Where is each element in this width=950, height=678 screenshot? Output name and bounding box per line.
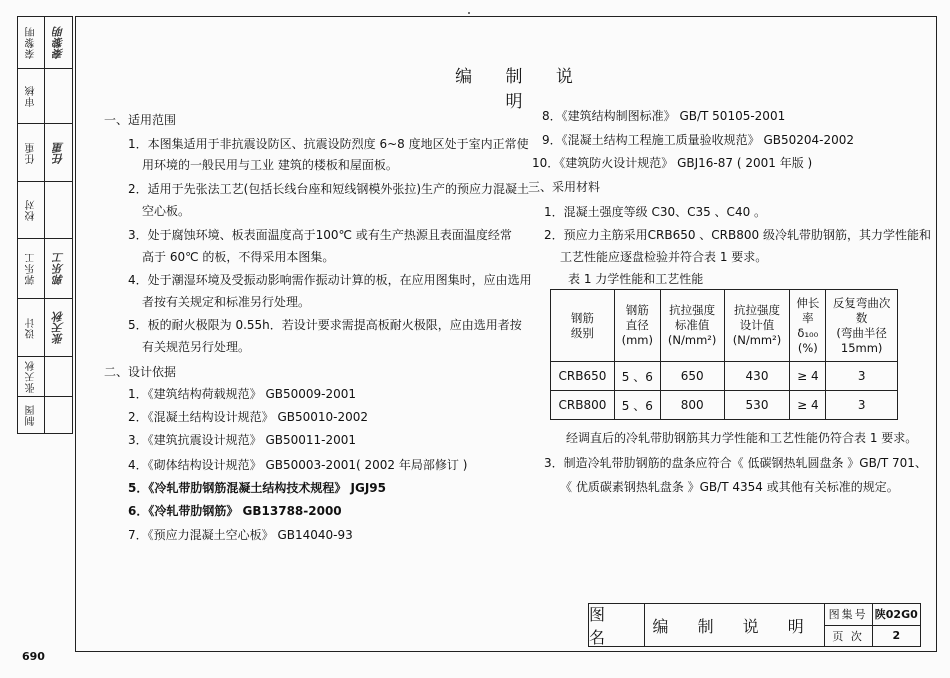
paragraph-line: 1．本图集适用于非抗震设防区、抗震设防烈度 6~8 度地区处于室内正常使: [128, 137, 529, 151]
table-cell: 5 、6: [614, 391, 660, 420]
table-cell: 650: [660, 362, 724, 391]
table-row: [551, 362, 898, 391]
table-cell: 430: [724, 362, 790, 391]
table-cell: 530: [724, 391, 790, 420]
strip-signature-3: 任重: [51, 141, 65, 164]
strip-cell-1: [18, 17, 72, 69]
paragraph-line: 2．预应力主筋采用CRB650 、CRB800 级冷轧带肋钢筋，其力学性能和: [544, 228, 931, 242]
table-caption: 表 1 力学性能和工艺性能: [568, 272, 704, 286]
header-cell-tensile-design: 抗拉强度 设计值 (N/mm²): [724, 290, 790, 362]
strip-cell-7: [18, 357, 72, 397]
page-title: 编 制 说 明: [455, 67, 587, 112]
paragraph-line: 空心板。: [142, 204, 191, 218]
strip-signature-6: 张天秋: [51, 311, 65, 344]
paragraph-line: 3．制造冷轧带肋钢筋的盘条应符合《 低碳钢热轧圆盘条 》GB/T 701、: [544, 456, 927, 470]
strip-role-8: 制图: [25, 404, 37, 426]
paragraph-line: 高于 60℃ 的板，不得采用本图集。: [142, 250, 335, 264]
section-heading-scope: 一、适用范围: [104, 113, 177, 127]
strip-role-3: 任重: [25, 141, 37, 164]
strip-cell-6: [18, 299, 72, 357]
title-block-name: 编 制 说 明: [645, 604, 825, 646]
paragraph-line: 经调直后的冷轧带肋钢筋其力学性能和工艺性能仍符合表 1 要求。: [566, 431, 918, 445]
table-cell: 3: [826, 391, 898, 420]
page-number-value: 2: [892, 629, 901, 643]
paragraph-line: 《 优质碳素钢热轧盘条 》GB/T 4354 或其他有关标准的规定。: [560, 480, 899, 494]
paragraph-line: 工艺性能应逐盘检验并符合表 1 要求。: [560, 250, 768, 264]
paragraph-line: 1．混凝土强度等级 C30、C35 、C40 。: [544, 205, 767, 219]
strip-signature-5: 郭乐工: [51, 252, 65, 285]
scan-dot: [468, 12, 470, 14]
header-cell-grade: 钢筋 级别: [551, 290, 615, 362]
table-cell: CRB800: [551, 391, 615, 420]
strip-cell-8: [18, 397, 72, 433]
strip-role-4: 校对: [25, 199, 37, 221]
strip-cell-4: [18, 182, 72, 239]
strip-cell-3: [18, 124, 72, 182]
reference-line: 9．《混凝土结构工程施工质量验收规范》 GB50204-2002: [542, 133, 855, 147]
reference-line: 10．《建筑防火设计规范》 GBJ16-87 ( 2001 年版 ): [532, 156, 813, 170]
paragraph-line: 用环境的一般民用与工业 建筑的楼板和屋面板。: [142, 158, 398, 172]
properties-table: [550, 289, 898, 420]
paragraph-line: 2．适用于先张法工艺(包括长线台座和短线钢模外张拉)生产的预应力混凝土: [128, 182, 530, 196]
strip-signature-1: 秦黎明: [51, 26, 65, 59]
paragraph-line: 3．处于腐蚀环境、板表面温度高于100℃ 或有生产热源且表面温度经常: [128, 228, 512, 242]
page-number: 690: [22, 650, 45, 663]
section-heading-materials: 三、采用材料: [528, 180, 601, 194]
reference-line: 4．《砌体结构设计规范》 GB50003-2001( 2002 年局部修订 ): [128, 458, 468, 472]
paragraph-line: 有关规范另行处理。: [142, 340, 251, 354]
reference-line: 7．《预应力混凝土空心板》 GB14040-93: [128, 528, 353, 542]
header-cell-tensile-standard: 抗拉强度 标准值 (N/mm²): [660, 290, 724, 362]
table-cell: ≥ 4: [790, 391, 826, 420]
table-row: [551, 391, 898, 420]
reference-line: 6．《冷轧带肋钢筋》 GB13788-2000: [128, 504, 342, 518]
atlas-number-key: 图集号: [825, 604, 873, 625]
strip-role-1: 秦黎明: [25, 26, 37, 59]
strip-role-5: 郭乐工: [25, 252, 37, 285]
strip-role-7: 张天秋: [25, 360, 37, 393]
strip-cell-2: [18, 69, 72, 124]
strip-role-2: 审核: [25, 85, 37, 107]
reference-line: 3．《建筑抗震设计规范》 GB50011-2001: [128, 433, 357, 447]
atlas-number-row: [825, 604, 920, 626]
reference-line: 1．《建筑结构荷载规范》 GB50009-2001: [128, 387, 357, 401]
table-header-row: [551, 290, 898, 362]
title-block-meta: [825, 604, 920, 646]
header-cell-diameter: 钢筋 直径 (mm): [614, 290, 660, 362]
strip-cell-5: [18, 239, 72, 299]
page-number-row: [825, 626, 920, 647]
atlas-number-value: 陕02G0: [874, 608, 918, 622]
reference-line: 8．《建筑结构制图标准》 GB/T 50105-2001: [542, 109, 786, 123]
table-cell: CRB650: [551, 362, 615, 391]
title-block: [588, 603, 921, 647]
header-cell-bending: 反复弯曲次数 (弯曲半径 15mm): [826, 290, 898, 362]
signature-strip: [17, 16, 73, 434]
title-block-label: 图 名: [589, 604, 645, 646]
section-heading-basis: 二、设计依据: [104, 365, 177, 379]
reference-line: 5．《冷轧带肋钢筋混凝土结构技术规程》 JGJ95: [128, 481, 387, 495]
table-cell: ≥ 4: [790, 362, 826, 391]
page-number-key: 页 次: [825, 626, 873, 647]
paragraph-line: 5．板的耐火极限为 0.55h．若设计要求需提高板耐火极限，应由选用者按: [128, 318, 522, 332]
table-cell: 5 、6: [614, 362, 660, 391]
paragraph-line: 者按有关规定和标准另行处理。: [142, 295, 311, 309]
table-cell: 3: [826, 362, 898, 391]
strip-role-6: 设计: [25, 316, 37, 339]
header-cell-elongation: 伸长率 δ₁₀₀ (%): [790, 290, 826, 362]
reference-line: 2．《混凝土结构设计规范》 GB50010-2002: [128, 410, 369, 424]
table-cell: 800: [660, 391, 724, 420]
paragraph-line: 4．处于潮湿环境及受振动影响需作振动计算的板，在应用图集时，应由选用: [128, 273, 532, 287]
